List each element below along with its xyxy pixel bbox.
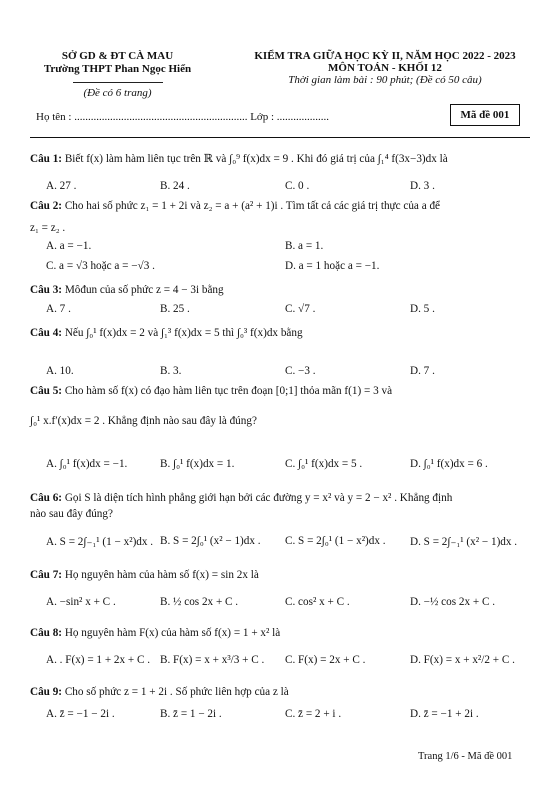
answer-option: C. −3 .	[285, 365, 316, 377]
answer-option: A. −sin² x + C .	[46, 596, 116, 608]
answer-option: B. a = 1.	[285, 240, 324, 252]
question-text: Môđun của số phức z = 4 − 3i bằng	[64, 284, 224, 296]
question-4	[30, 326, 540, 340]
question-2-continued: z₁ = z₂ .	[30, 222, 66, 234]
question-2	[30, 199, 540, 213]
answer-option: C. √7 .	[285, 303, 316, 315]
answer-option: D. 3 .	[410, 180, 435, 192]
answer-option: B. 24 .	[160, 180, 190, 192]
department-name: SỞ GD & ĐT CÀ MAU	[61, 50, 174, 62]
question-text: Họ nguyên hàm F(x) của hàm số f(x) = 1 + x² là	[64, 627, 281, 639]
question-9	[30, 685, 540, 699]
question-6-continued: nào sau đây đúng?	[30, 508, 113, 520]
answer-option: B. z̄ = 1 − 2i .	[160, 708, 222, 720]
answer-option: A. 27 .	[46, 180, 77, 192]
time-note: Thời gian làm bài : 90 phút; (Đề có 50 câu)	[288, 74, 482, 86]
subject-title: MÔN TOÁN - KHỐI 12	[328, 62, 442, 74]
answer-option: B. 3.	[160, 365, 182, 377]
header-divider	[73, 82, 163, 83]
page-footer: Trang 1/6 - Mã đề 001	[418, 751, 513, 762]
answer-option: A. ∫₀¹ f(x)dx = −1.	[46, 458, 128, 470]
exam-title: KIỂM TRA GIỮA HỌC KỲ II, NĂM HỌC 2022 - 2023	[254, 50, 516, 62]
question-label: Câu 3:	[30, 284, 63, 296]
question-text: Cho hàm số f(x) có đạo hàm liên tục trên đoạn [0;1] thỏa mãn f(1) = 3 và	[64, 385, 393, 397]
answer-option: A. 10.	[46, 365, 74, 377]
answer-option: D. z̄ = −1 + 2i .	[410, 708, 479, 720]
answer-option: C. z̄ = 2 + i .	[285, 708, 342, 720]
student-info-line: Họ tên : ............................................................... Lớp : ...................	[36, 111, 330, 123]
answer-option: D. F(x) = x + x²/2 + C .	[410, 654, 515, 666]
answer-option: A. a = −1.	[46, 240, 92, 252]
question-label: Câu 4:	[30, 327, 63, 339]
answer-option: A. . F(x) = 1 + 2x + C .	[46, 654, 151, 666]
answer-option: C. S = 2∫₀¹ (1 − x²)dx .	[285, 535, 386, 547]
answer-option: C. 0 .	[285, 180, 310, 192]
answer-option: A. 7 .	[46, 303, 71, 315]
answer-option: D. S = 2∫₋₁¹ (x² − 1)dx .	[410, 536, 518, 548]
question-6	[30, 491, 540, 505]
header-rule	[30, 137, 530, 138]
answer-option: B. ½ cos 2x + C .	[160, 596, 239, 608]
question-3	[30, 283, 540, 297]
answer-option: B. F(x) = x + x³/3 + C .	[160, 654, 265, 666]
question-5-continued: ∫₀¹ x.f′(x)dx = 2 . Khẳng định nào sau đây là đúng?	[30, 415, 257, 427]
pages-note: (Đề có 6 trang)	[83, 87, 152, 99]
question-text: Họ nguyên hàm của hàm số f(x) = sin 2x là	[64, 569, 259, 581]
question-label: Câu 8:	[30, 627, 63, 639]
question-text: Biết f(x) làm hàm liên tục trên ℝ và ∫₀⁹ f(x)dx = 9 . Khi đó giá trị của ∫₁⁴ f(3x−3)dx là	[64, 153, 448, 165]
answer-option: B. S = 2∫₀¹ (x² − 1)dx .	[160, 535, 261, 547]
question-label: Câu 6:	[30, 492, 63, 504]
question-5	[30, 384, 540, 398]
answer-option: C. ∫₀¹ f(x)dx = 5 .	[285, 458, 363, 470]
question-label: Câu 1:	[30, 153, 63, 165]
question-7	[30, 568, 540, 582]
header-right	[220, 50, 550, 87]
answer-option: C. F(x) = 2x + C .	[285, 654, 366, 666]
answer-option: C. a = √3 hoặc a = −√3 .	[46, 260, 155, 272]
question-label: Câu 5:	[30, 385, 63, 397]
school-name: Trường THPT Phan Ngọc Hiển	[43, 63, 192, 75]
question-text: Cho số phức z = 1 + 2i . Số phức liên hợp của z là	[64, 686, 289, 698]
question-text: Gọi S là diện tích hình phẳng giới hạn bởi các đường y = x² và y = 2 − x² . Khẳng định	[64, 492, 453, 504]
answer-option: A. S = 2∫₋₁¹ (1 − x²)dx .	[46, 536, 154, 548]
question-text: Cho hai số phức z₁ = 1 + 2i và z₂ = a + (a² + 1)i . Tìm tất cả các giá trị thực của a để	[64, 200, 441, 212]
question-8	[30, 626, 540, 640]
exam-code-box: Mã đề 001	[450, 104, 520, 126]
question-text: Nếu ∫₀¹ f(x)dx = 2 và ∫₁³ f(x)dx = 5 thì ∫₀³ f(x)dx bằng	[64, 327, 303, 339]
answer-option: C. cos² x + C .	[285, 596, 350, 608]
answer-option: D. 7 .	[410, 365, 435, 377]
answer-option: D. −½ cos 2x + C .	[410, 596, 496, 608]
question-label: Câu 9:	[30, 686, 63, 698]
answer-option: B. 25 .	[160, 303, 190, 315]
question-label: Câu 7:	[30, 569, 63, 581]
header-left	[20, 50, 215, 100]
answer-option: A. z̄ = −1 − 2i .	[46, 708, 115, 720]
question-label: Câu 2:	[30, 200, 63, 212]
answer-option: D. ∫₀¹ f(x)dx = 6 .	[410, 458, 488, 470]
answer-option: B. ∫₀¹ f(x)dx = 1.	[160, 458, 235, 470]
answer-option: D. a = 1 hoặc a = −1.	[285, 260, 380, 272]
answer-option: D. 5 .	[410, 303, 435, 315]
question-1	[30, 152, 540, 166]
